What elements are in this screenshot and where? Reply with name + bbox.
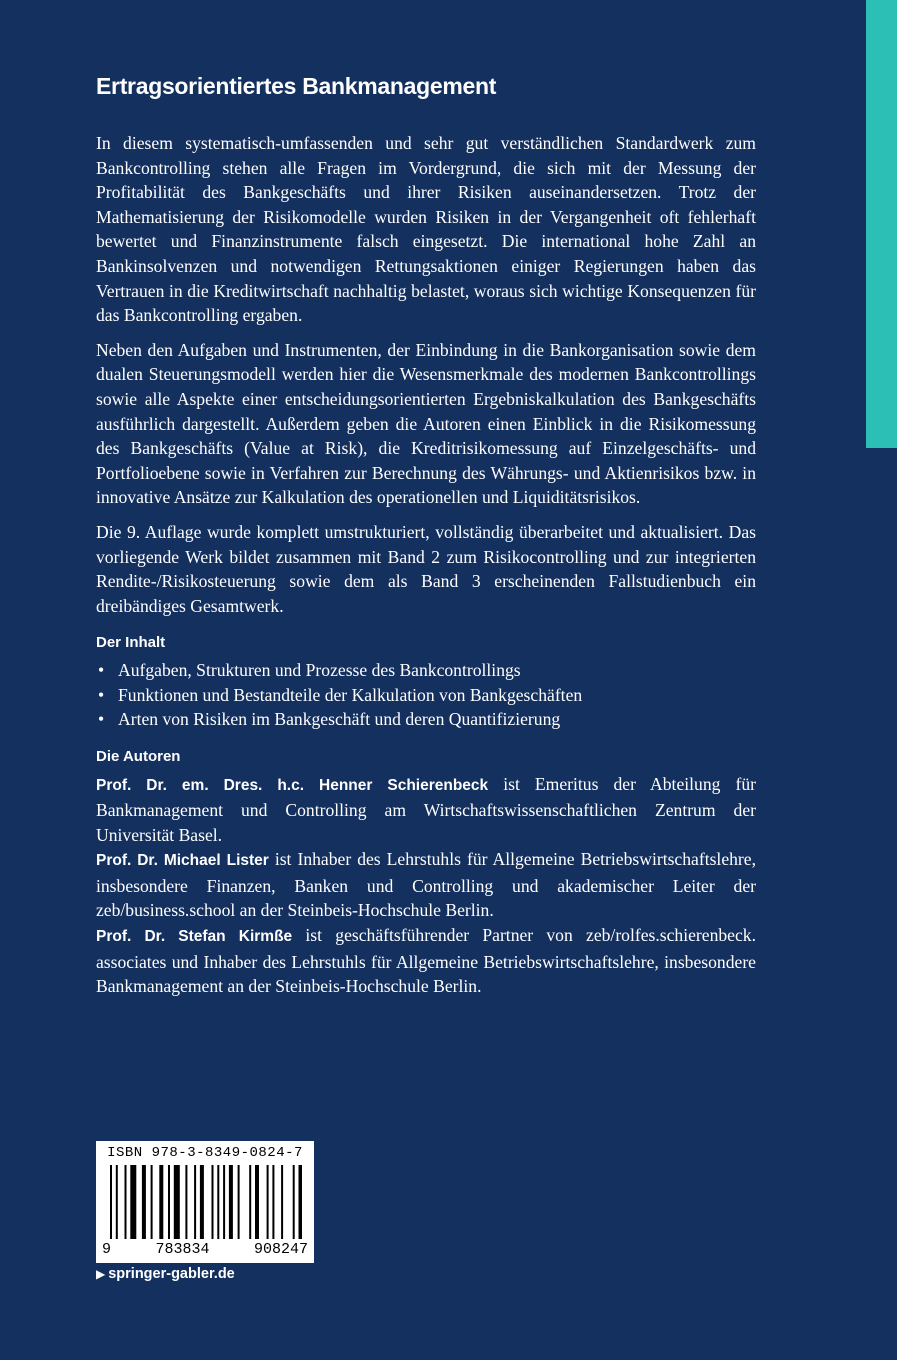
ean-digit-group: 9 xyxy=(102,1241,112,1258)
book-title: Ertragsorientiertes Bankmanagement xyxy=(96,73,497,99)
author-bio: ist Emeritus der Abteilung für Bankmanagement und Controlling am Wirtschaftswissenschaftlichen Zentrum der Universität Basel. xyxy=(96,773,756,845)
barcode-bar xyxy=(110,1165,112,1239)
barcode-bar xyxy=(142,1165,146,1239)
barcode-bar xyxy=(223,1165,225,1239)
inhalt-heading: Der Inhalt xyxy=(96,634,166,652)
autoren-heading: Die Autoren xyxy=(96,747,181,765)
barcode-bar xyxy=(272,1165,274,1239)
bullet-icon: • xyxy=(98,709,105,730)
list-item: • Aufgaben, Strukturen und Prozesse des Bankcontrollings xyxy=(96,658,756,682)
barcode-bar xyxy=(151,1165,153,1239)
author-list xyxy=(96,772,756,999)
barcode-bar xyxy=(229,1165,233,1239)
barcode-bar xyxy=(212,1165,214,1239)
barcode-bar xyxy=(125,1165,127,1239)
barcode-bar xyxy=(217,1165,219,1239)
author-name: Prof. Dr. Michael Lister xyxy=(96,852,269,870)
barcode-bar xyxy=(255,1165,259,1239)
play-arrow-icon: ▶ xyxy=(96,1267,106,1281)
author-entry xyxy=(96,923,756,999)
paragraph-content: Neben den Aufgaben und Instrumenten, der Einbindung in die Bankorganisation sowie dem dualen Steuerungsmodell werden hier die Wesensmerkmale des modernen Bankcontrollings sowie alle Aspekte einer entscheidungsorientierten Ergebniskalkulation des Bankgeschäfts ausführlich dargestellt. Außerdem geben die Autoren einen Einblick in die Risikomessung des Bankgeschäfts (Value at Risk), die Kreditrisikomessung auf Einzelgeschäfts- und Portfolioebene sowie in Verfahren zur Berechnung des Währungs- und Aktienrisikos bzw. in innovative Ansätze zur Kalkulation des operationellen und Liquiditätsrisikos. xyxy=(96,339,756,508)
author-name: Prof. Dr. em. Dres. h.c. Henner Schierenbeck xyxy=(96,776,489,794)
inhalt-list xyxy=(96,658,756,731)
barcode-bar xyxy=(174,1165,180,1239)
ean-digit-group: 783834 xyxy=(155,1241,210,1258)
back-cover-text xyxy=(96,70,756,999)
author-name: Prof. Dr. Stefan Kirmße xyxy=(96,928,293,946)
barcode-bar xyxy=(116,1165,118,1239)
list-item: • Funktionen und Bestandteile der Kalkulation von Bankgeschäften xyxy=(96,683,756,707)
barcode-bar xyxy=(293,1165,295,1239)
isbn-barcode xyxy=(96,1141,314,1263)
barcode-bar xyxy=(194,1165,196,1239)
barcode-bar xyxy=(267,1165,269,1239)
barcode-bar xyxy=(249,1165,251,1239)
barcode-bars xyxy=(108,1165,302,1239)
ean-digits xyxy=(96,1241,314,1258)
barcode-bar xyxy=(281,1165,283,1239)
barcode-bar xyxy=(159,1165,163,1239)
barcode-bar xyxy=(200,1165,204,1239)
barcode-bar xyxy=(168,1165,170,1239)
list-item: • Arten von Risiken im Bankgeschäft und deren Quantifizierung xyxy=(96,707,756,731)
isbn-label: ISBN 978-3-8349-0824-7 xyxy=(107,1145,303,1161)
publisher-link[interactable] xyxy=(96,1266,235,1282)
bullet-icon: • xyxy=(98,660,105,681)
author-entry xyxy=(96,772,756,848)
ean-digit-group: 908247 xyxy=(253,1241,308,1258)
bullet-icon: • xyxy=(98,684,105,705)
author-bio: ist geschäftsführender Partner von zeb/rolfes.schierenbeck. associates und Inhaber des Lehrstuhls für Allgemeine Betriebswirtschaftslehre, insbesondere Bankmanagement an der Steinbeis-Hochschule Berlin. xyxy=(96,925,756,997)
paragraph-intro: In diesem systematisch-umfassenden und sehr gut verständlichen Standardwerk zum Bankcontrolling stehen alle Fragen im Vordergrund, die sich mit der Messung der Profitabilität des Bankgeschäfts und ihrer Risiken auseinandersetzen. Trotz der Mathematisierung der Risikomodelle wurden Risiken in der Vergangenheit oft fehlerhaft bewertet und Finanzinstrumente falsch eingesetzt. Die international hohe Zahl an Bankinsolvenzen und notwendigen Rettungsaktionen einiger Regierungen haben das Vertrauen in die Kreditwirtschaft nachhaltig belastet, woraus sich wichtige Konsequenzen für das Bankcontrolling ergaben. xyxy=(96,133,756,326)
barcode-bar xyxy=(185,1165,187,1239)
website-url: springer-gabler.de xyxy=(108,1266,235,1282)
author-entry xyxy=(96,847,756,923)
barcode-bar xyxy=(130,1165,136,1239)
accent-strip xyxy=(866,0,897,448)
paragraph-edition: Die 9. Auflage wurde komplett umstrukturiert, vollständig überarbeitet und aktualisiert. Das vorliegende Werk bildet zusammen mit Band 2 zum Risikocontrolling und zur integrierten Rendite-/Risikosteuerung sowie dem als Band 3 erscheinenden Fallstudienbuch ein dreibändiges Gesamtwerk. xyxy=(96,521,756,616)
author-bio: ist Inhaber des Lehrstuhls für Allgemeine Betriebswirtschaftslehre, insbesondere Finanzen, Banken und Controlling und akademischer Leiter der zeb/business.school an der Steinbeis-Hochschule Berlin. xyxy=(96,849,756,921)
barcode-bar xyxy=(238,1165,240,1239)
barcode-bar xyxy=(299,1165,303,1239)
